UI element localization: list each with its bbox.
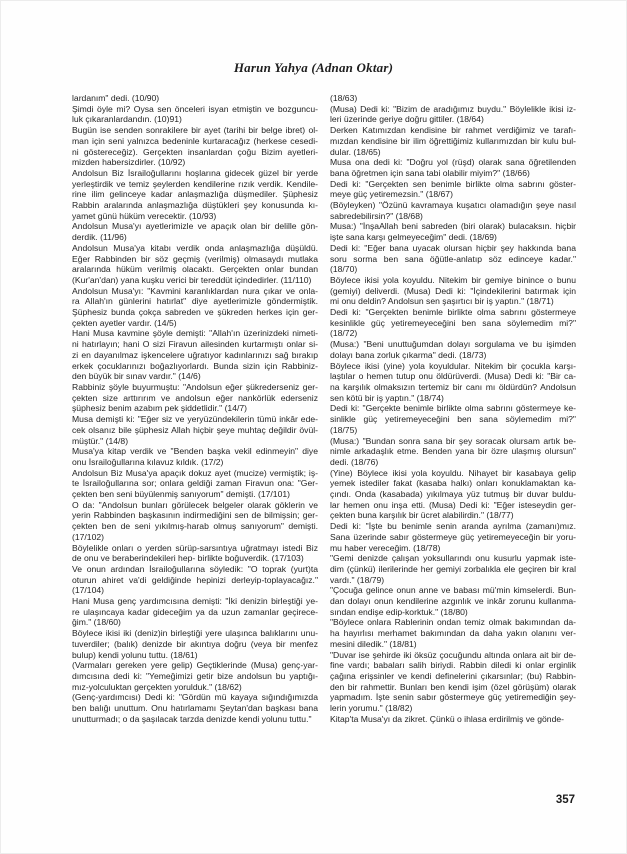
text-line: ben balığı unuttum. Onu hatırlamamı Şeytan'dan başkası bana (72, 703, 318, 714)
text-line: O da: "Andolsun bunları görülecek belgeler olarak göklerin ve (72, 499, 318, 510)
text-line: laştılar o hemen tutup onu öldürüverdi. (Musa) Dedi ki: "Bir ca- (330, 371, 576, 382)
text-line: leri üzerinde geriye doğru gittiler. (18/64) (330, 114, 484, 125)
text-line: işte sana karşı gelmeyeceğim" dedi. (18/69) (330, 232, 497, 243)
text-line: (Kur'an'dan) yana kuşku verici bir tereddüt içindedirler. (11/110) (72, 274, 312, 285)
text-line: Kitap'ta Musa'yı da zikret. Çünkü o ihlasa erdirilmiş ve gönde- (330, 713, 564, 724)
text-line: Rabbin aralarında anlaşmazlığa düştükleri şey konusunda kı- (72, 200, 318, 211)
paragraph (330, 585, 576, 617)
text-line: den bir rahmettir. Bunları ben kendi işim (özel görüşüm) olarak (330, 681, 576, 692)
text-line: aralarında hüküm verilmiş olacaktı. Gerçekten onlar bundan (72, 264, 318, 275)
text-line: lar hemen onu inşa etti. (Musa) Dedi ki: "Eğer isteseydin ger- (330, 499, 576, 510)
text-line: Böylece ikisi (yine) yola koyuldular. Nitekim bir çocukla karşı- (330, 360, 576, 371)
text-line: (Musa:) "Beni unuttuğumdan dolayı sorgulama ve bu işimden (330, 339, 576, 350)
text-line: dular. (18/65) (330, 146, 381, 157)
text-line: Musa:) "İnşaAllah beni sabreden (biri olarak) bulacaksın. hiçbir (330, 221, 576, 232)
text-line: Eğer Rabbinden bir söz geçmiş (verilmiş) olmasaydı mutlaka (72, 253, 318, 264)
text-line: bulup) kendi yolunu tuttu. (18/61) (72, 649, 198, 660)
text-line: Bugün ise senden sonrakilere bir ayet (tarihi bir belge ibret) ol- (72, 125, 318, 136)
text-line: (17/104) (72, 585, 105, 596)
text-line: rine ilim gelinceye kadar anlaşmazlığa düşmediler. Şüphesiz (72, 189, 318, 200)
text-line: Şimdi öyle mi? Oysa sen önceleri isyan etmiştin ve bozguncu- (72, 103, 318, 114)
paragraph (330, 200, 576, 221)
text-line: ni hatırlayın; hani O sizi Firavun ailesinden kurtarmıştı onlar si- (72, 339, 318, 350)
text-line: Musa'ya kitap verdik ve "Benden başka vekil edinmeyin" diye (72, 446, 318, 457)
text-line: cek olsanız bile şüphesiz Allah hiçbir şeye muhtaç değildir övül- (72, 424, 318, 435)
text-line: yerin Rabbinden başkasının indirmediğini sen de bilmişsin; ger- (72, 510, 318, 521)
text-line: unutturmadı; o da şaşılacak tarzda denizde kendi yolunu tuttu." (72, 713, 312, 724)
text-line: te İsrailoğullarına sor; onlara geldiği zaman Firavun ona: "Ger- (72, 478, 318, 489)
text-line: nimle arkadaşlık etme. Benden yana bir özre ulaşmış olursun" (330, 446, 576, 457)
text-line: çekten ben seni büyülenmiş sanıyorum" demişti. (17/101) (72, 489, 291, 500)
text-line: man için seni yalnızca bedeninle kurtaracağız (herkese cesedi- (72, 135, 318, 146)
paragraph (330, 650, 576, 714)
left-column (72, 93, 318, 724)
text-line: yerleştirdik ve temiz şeylerden kendilerine rızık verdik. Kendile- (72, 178, 318, 189)
text-line: şüphesiz benim azabım pek şiddetlidir." (14/7) (72, 403, 248, 414)
text-line: "Gemi denizde çalışan yoksullarındı onu kusurlu yapmak iste- (330, 553, 576, 564)
text-line: "Duvar ise şehirde iki öksüz çocuğundu altında onlara ait bir de- (330, 649, 576, 660)
text-line: Dedi ki: "İşte bu benimle senin aranda ayrılma (zamanı)mız. (330, 521, 576, 532)
text-line: Dedi ki: "Gerçekten sen benimle birlikte olma sabrını göster- (330, 178, 576, 189)
paragraph (72, 692, 318, 724)
text-line: na karşılık olmaksızın tertemiz bir canı mı öldürdün? Andolsun (330, 381, 576, 392)
paragraph (72, 168, 318, 222)
paragraph (72, 125, 318, 168)
text-line: dan dolayı onun kendilerine azgınlık ve inkâr zorunu kullanma- (330, 596, 576, 607)
text-line: çağına erişsinler ve kendi definelerini çıkarsınlar; (bu) Rabbin- (330, 670, 576, 681)
text-line: lardanım" dedi. (10/90) (72, 93, 160, 103)
text-line: (18/75) (330, 424, 358, 435)
text-line: bana öğretmen için sana tabi olabilir miyim?" (18/66) (330, 167, 530, 178)
paragraph (330, 221, 576, 242)
paragraph (72, 328, 318, 382)
text-line: yemek istediler fakat (kasaba halkı) onları konuklamaktan ka- (330, 478, 576, 489)
paragraph (72, 543, 318, 564)
paragraph (330, 307, 576, 339)
paragraph (72, 468, 318, 500)
text-line: Böylelikle onları o yerden sürüp-sarsıntıya uğratmayı istedi Biz (72, 542, 318, 553)
text-line: zi en dayanılmaz işkencelere uğratıyor kadınlarınızı sağ bırakıp (72, 349, 318, 360)
paragraph (72, 93, 318, 104)
text-line: lerin yorumu." (18/82) (330, 703, 413, 714)
paragraph (330, 553, 576, 585)
text-line: çekten ben de seni yıkılmış-harab olmuş sanıyorum" demişti. (72, 521, 318, 532)
text-line: erkek çocuklarınızı boğazlıyorlardı. Bunda sizin için Rabbiniz- (72, 360, 318, 371)
paragraph (72, 500, 318, 543)
text-line: den büyük bir sınav vardır." (14/6) (72, 371, 201, 382)
paragraph (330, 714, 576, 725)
text-line: Sana üzerinde sabır göstermeye güç yetiremeyeceğin bir yoru- (330, 531, 576, 542)
text-line: de onu ve beraberindekileri hep- birlikte boğuverdik. (17/103) (72, 553, 304, 564)
paragraph (72, 564, 318, 596)
paragraph (330, 521, 576, 553)
text-line: Musa demişti ki: "Eğer siz ve yeryüzündekilerin tümü inkâr ede- (72, 414, 318, 425)
text-line: fine vardı; babaları salih biriydi. Rabbin diledi ki onlar erginlik (330, 660, 576, 671)
text-line: sen kötü bir iş yaptın." (18/74) (330, 392, 444, 403)
text-line: sından endişe edip-korktuk." (18/80) (330, 606, 468, 617)
paragraph (72, 243, 318, 286)
text-line: dımcısına dedi ki: "Yemeğimizi getir bize andolsun bu yaptığı- (72, 670, 318, 681)
text-line: (Musa) Dedi ki: "Bizim de aradığımız buydu." Böylelikle ikisi iz- (330, 103, 576, 114)
text-line: çekten size arttırırım ve andolsun eğer nankörlük ederseniz (72, 392, 318, 403)
text-line: çekten ayetler vardır. (14/5) (72, 317, 177, 328)
text-line: Dedi ki: "Eğer bana uyacak olursan hiçbir şey hakkında bana (330, 242, 576, 253)
paragraph (72, 104, 318, 125)
page-number: 357 (555, 794, 575, 806)
paragraph (330, 104, 576, 125)
text-line: Böylece ikisi yola koyuldu. Nitekim bir gemiye binince o bunu (330, 274, 576, 285)
paragraph (330, 617, 576, 649)
text-line: re ulaşıncaya kadar gideceğim ya da uzun zamanlar geçirece- (72, 606, 318, 617)
text-line: dim (çünkü) ilerilerinde her gemiyi zorbalıkla ele geçiren bir kral (330, 563, 576, 574)
text-line: Andolsun Musa'ya kitabı verdik onda anlaşmazlığa düşüldü. (72, 242, 318, 253)
text-line: ha hayırlısı merhamet bakımından da daha yakın olanını ver- (330, 628, 576, 639)
text-line: sabredebilirsin?" (18/68) (330, 210, 423, 221)
text-line: çekten buna karşılık bir ücret alabilirdin." (18/77) (330, 510, 514, 521)
paragraph (72, 660, 318, 692)
text-line: Şüphesiz bunda çokça sabreden ve şükreden herkes için ger- (72, 307, 318, 318)
text-line: müştür." (14/8) (72, 435, 129, 446)
text-line: Andolsun Musa'yı: "Kavmini karanlıklardan nura çıkar ve onla- (72, 285, 318, 296)
paragraph (72, 286, 318, 329)
text-line: mesini diledik." (18/81) (330, 638, 417, 649)
text-line: (gemiyi) deliverdi. (Musa) Dedi ki: "İçindekilerini batırmak için (330, 285, 576, 296)
text-line: Hani Musa kavmine şöyle demişti: "Allah'ın üzerinizdeki nimeti- (72, 328, 318, 339)
paragraph (330, 275, 576, 307)
text-line: Dedi ki: "Gerçekte benimle birlikte olma sabrını göstermeye ke- (330, 403, 576, 414)
text-line: dedi. (18/76) (330, 456, 379, 467)
text-line: ra Allah'ın günlerini hatırlat" diye ayetlerimizle göndermiştik. (72, 296, 318, 307)
text-line: mi onu deldin? Andolsun sen şaşırtıcı bir iş yaptın." (18/71) (330, 296, 554, 307)
text-line: çındı. Onda (kasabada) yıkılmaya yüz tutmuş bir duvar buldu- (330, 489, 576, 500)
text-line: "Çocuğa gelince onun anne ve babası mü'min kimselerdi. Bun- (330, 585, 576, 596)
text-columns (72, 93, 576, 724)
text-line: ğim." (18/60) (72, 617, 121, 628)
text-line: (18/63) (330, 93, 358, 103)
paragraph (330, 468, 576, 522)
text-line: (17/102) (72, 531, 105, 542)
paragraph (72, 221, 318, 242)
paragraph (330, 403, 576, 435)
paragraph (330, 339, 576, 360)
text-line: mız-yolculuktan gerçekten yorulduk." (18/62) (72, 681, 242, 692)
text-line: Andolsun Musa'yı ayetlerimizle ve apaçık olan bir delille gön- (72, 221, 318, 232)
text-line: Andolsun Biz İsrailoğullarını hoşlarına gidecek güzel bir yerde (72, 167, 318, 178)
paragraph (330, 157, 576, 178)
paragraph (330, 436, 576, 468)
text-line: mızdan kendisine bir ilim öğrettiğimiz kullarımızdan bir kulu bul- (330, 135, 576, 146)
text-line: soru sorma ben sana öğütle-anlatıp söz edinceye kadar." (330, 253, 576, 264)
text-line: "Böylece onlara Rablerinin ondan temiz olmak bakımından da- (330, 617, 576, 628)
paragraph (330, 125, 576, 157)
text-line: meye güç yetiremezsin." (18/67) (330, 189, 453, 200)
text-line: (18/72) (330, 328, 358, 339)
text-line: (Böyleyken) "Özünü kavramaya kuşatıcı olamadığın şeye nasıl (330, 200, 576, 211)
paragraph (72, 596, 318, 628)
text-line: (Genç-yardımcısı) Dedi ki: "Gördün mü kayaya sığındığımızda (72, 692, 318, 703)
text-line: (Musa:) "Bundan sonra sana bir şey soracak olursam artık be- (330, 435, 576, 446)
right-column (330, 93, 576, 724)
text-line: dolayı bana zorluk çıkarma" dedi. (18/73) (330, 349, 487, 360)
text-line: (18/70) (330, 264, 358, 275)
text-line: yamet günü hüküm verecektir. (10/93) (72, 210, 217, 221)
text-line: derdik. (11/96) (72, 232, 127, 243)
text-line: Hani Musa genç yardımcısına demişti: "İki denizin birleştiği ye- (72, 596, 318, 607)
paragraph (72, 414, 318, 446)
text-line: (Varmaları gereken yere gelip) Geçtiklerinde (Musa) genç-yar- (72, 660, 318, 671)
text-line: Böylece ikisi iki (deniz)in birleştiği yere ulaşınca balıklarını unu- (72, 628, 318, 639)
text-line: Andolsun Biz Musa'ya apaçık dokuz ayet (mucize) vermiştik; iş- (72, 467, 318, 478)
paragraph (72, 446, 318, 467)
paragraph (72, 628, 318, 660)
paragraph (330, 179, 576, 200)
text-line: oturun ahiret va'di geldiğinde hepinizi derleyip-toplayacağız." (72, 574, 318, 585)
running-header: Harun Yahya (Adnan Oktar) (233, 60, 394, 75)
text-line: luk çıkaranlardandın. (10)91) (72, 114, 182, 125)
text-line: mu haber vereceğim. (18/78) (330, 542, 441, 553)
text-line: kesinlikle güç yetiremeyeceğini ben sana söylemedim mi?" (330, 317, 576, 328)
paragraph (330, 93, 576, 104)
text-line: tuverdiler; (balık) denizde bir akıntıya doğru (veya bir menfez (72, 638, 318, 649)
text-line: Derken Katımızdan kendisine bir rahmet verdiğimiz ve tarafı- (330, 125, 576, 136)
paragraph (72, 382, 318, 414)
text-line: Rabbiniz şöyle buyurmuştu: "Andolsun eğer şükrederseniz ger- (72, 381, 318, 392)
paragraph (330, 243, 576, 275)
text-line: onu İsrailoğullarına kılavuz kıldık. (17/2) (72, 456, 224, 467)
text-line: Ve onun ardından İsrailoğullarına söyledik: "O toprak (yurt)ta (72, 563, 318, 574)
text-line: vardı." (18/79) (330, 574, 385, 585)
text-line: (Yine) Böylece ikisi yola koyuldu. Nihayet bir kasabaya gelip (330, 467, 576, 478)
text-line: Dedi ki: "Gerçekten benimle birlikte olma sabrını göstermeye (330, 307, 576, 318)
text-line: mizden habersizdirler. (10/92) (72, 157, 186, 168)
text-line: ni göstereceğiz). Gerçekten insanlardan çoğu Bizim ayetleri- (72, 146, 318, 157)
text-line: sinlikle güç yetiremeyeceğini ben sana söylemedim mi?" (330, 414, 576, 425)
text-line: yapmadım. İşte senin sabır göstermeye güç yetiremediğin şey- (330, 692, 576, 703)
paragraph (330, 361, 576, 404)
text-line: Musa ona dedi ki: "Doğru yol (rüşd) olarak sana öğretilenden (330, 157, 576, 168)
